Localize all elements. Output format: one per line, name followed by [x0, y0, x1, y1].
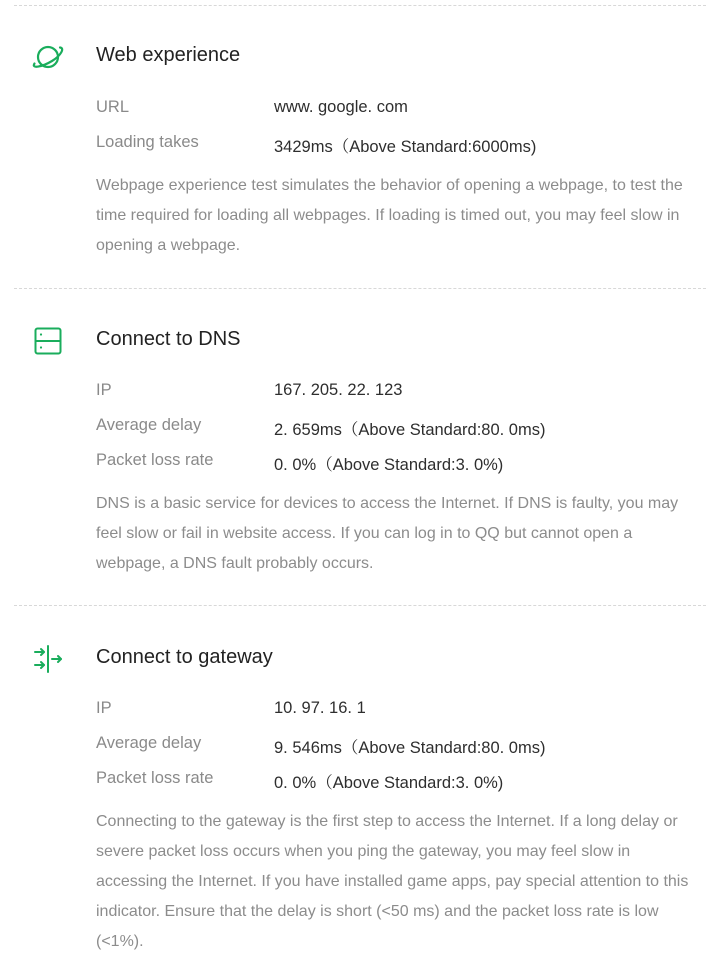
section-divider	[14, 605, 706, 606]
row-value: 10. 97. 16. 1	[274, 699, 366, 717]
section-divider	[14, 5, 706, 6]
row-label: IP	[96, 381, 112, 399]
globe-orbit-icon	[30, 39, 66, 75]
row-value: www. google. com	[274, 98, 408, 116]
gateway-arrows-icon	[30, 641, 66, 677]
row-value: 2. 659ms（Above Standard:80. 0ms)	[274, 421, 546, 439]
section-description: DNS is a basic service for devices to access the Internet. If DNS is faulty, you may feel slow or fail in website access. If you can log in to QQ but cannot open a webpage, a DNS fault probably occurs.	[96, 495, 679, 572]
row-value: 0. 0%（Above Standard:3. 0%)	[274, 774, 504, 792]
dns-server-icon	[30, 323, 66, 359]
section-title: Web experience	[96, 44, 241, 66]
row-label: IP	[96, 699, 112, 717]
section-description: Webpage experience test simulates the behavior of opening a webpage, to test the time required for loading all webpages. If loading is timed out, you may feel slow in opening a webpage.	[96, 177, 683, 254]
row-value: 9. 546ms（Above Standard:80. 0ms)	[274, 739, 546, 757]
section-divider	[14, 288, 706, 289]
row-label: Packet loss rate	[96, 769, 214, 787]
row-value: 0. 0%（Above Standard:3. 0%)	[274, 456, 504, 474]
row-value: 3429ms（Above Standard:6000ms)	[274, 138, 537, 156]
row-value: 167. 205. 22. 123	[274, 381, 403, 399]
row-label: Average delay	[96, 416, 202, 434]
row-label: Packet loss rate	[96, 451, 214, 469]
row-label: URL	[96, 98, 130, 116]
row-label: Loading takes	[96, 133, 199, 151]
section-title: Connect to gateway	[96, 646, 273, 668]
row-label: Average delay	[96, 734, 202, 752]
section-description: Connecting to the gateway is the first step to access the Internet. If a long delay or severe packet loss occurs when you ping the gateway, you may feel slow in accessing the Internet. If you have installed game apps, pay special attention to this indicator. Ensure that the delay is short (<50 ms) and the packet loss rate is low (<1%).	[96, 813, 689, 950]
section-title: Connect to DNS	[96, 328, 241, 350]
